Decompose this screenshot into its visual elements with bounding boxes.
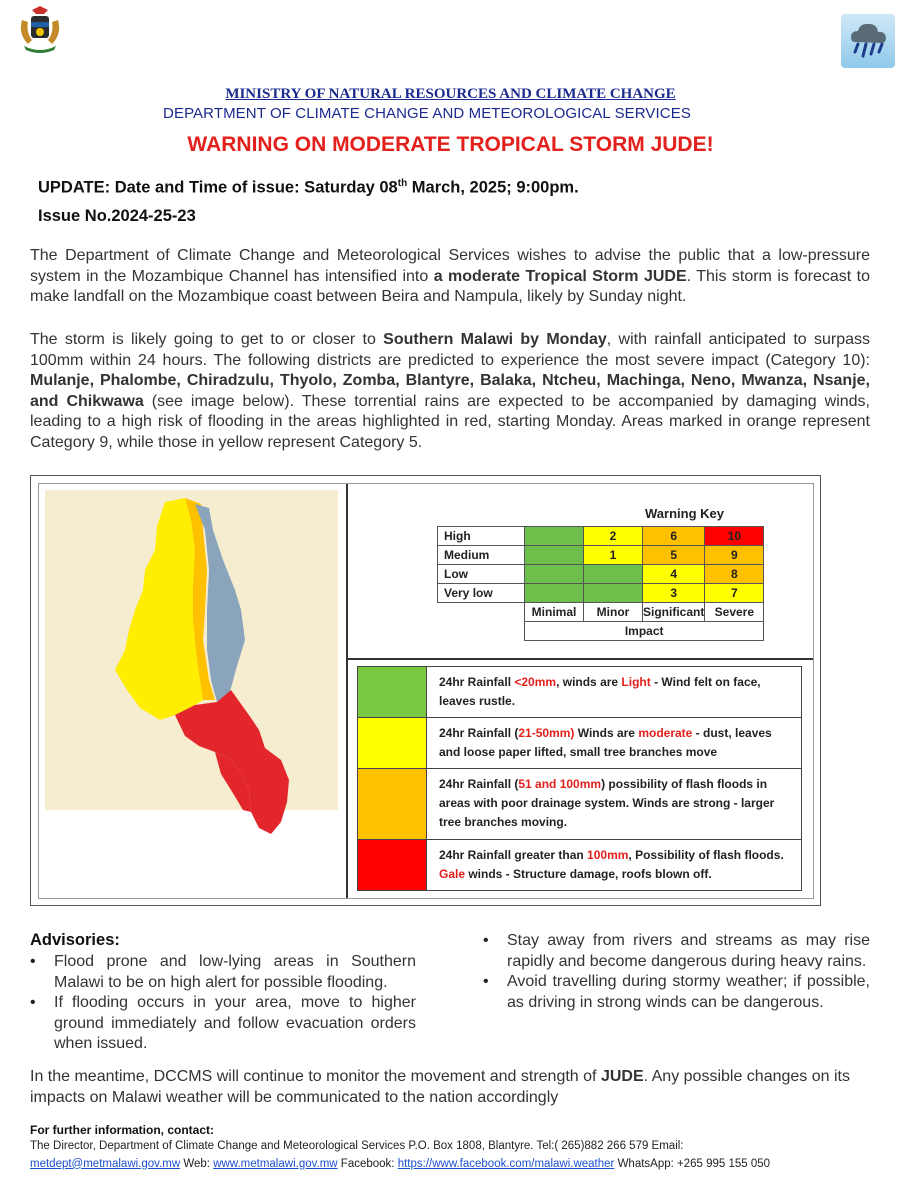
legend-swatch: [358, 769, 427, 839]
warning-key-matrix: [419, 526, 764, 641]
key-cell: 9: [705, 546, 764, 565]
key-row-label: Very low: [438, 584, 525, 603]
para2-bold-districts: Mulanje, Phalombe, Chiradzulu, Thyolo, Zomba, Blantyre, Balaka, Ntcheu, Machinga, Neno, Mwanza, Nsanje, and Chikwawa: [30, 372, 870, 410]
warning-figure: [30, 475, 821, 906]
key-column-label: Minor: [584, 603, 643, 622]
key-cell: 2: [584, 527, 643, 546]
key-row: [419, 546, 764, 565]
key-axis-spacer: [438, 603, 525, 622]
para1-text-a: The Department of Climate Change and Meteorological Services wishes to advise the public that a low-pressure system in the Mozambique Channel has intensified into: [30, 247, 870, 285]
legend-text-t5: winds - Structure damage, roofs blown off.: [465, 867, 712, 881]
advisories-heading: Advisories:: [30, 931, 120, 949]
advisories-right-list: [483, 931, 870, 1013]
legend-row: [357, 769, 802, 840]
malawi-coat-of-arms-icon: [14, 4, 66, 56]
update-sup: th: [397, 178, 408, 189]
map-divider: [346, 484, 348, 898]
legend-description: [427, 840, 801, 890]
key-cell: 7: [705, 584, 764, 603]
legend-row: [357, 666, 802, 718]
key-column-label: Minimal: [525, 603, 584, 622]
whatsapp-contact: WhatsApp: +265 995 155 050: [614, 1157, 771, 1170]
advisory-item: • If flooding occurs in your area, move to higher ground immediately and follow evacuation orders when issued.: [30, 993, 416, 1055]
key-cell: [584, 584, 643, 603]
key-cell: 3: [643, 584, 705, 603]
update-suffix: March, 2025; 9:00pm.: [407, 178, 579, 197]
legend-text-t5: - dust, leaves and loose paper lifted, small tree branches move: [439, 726, 772, 759]
para1-text-c: . This storm is forecast to make landfall on the Mozambique coast between Beira and Nampula, likely by Sunday night.: [30, 267, 870, 305]
facebook-label: Facebook:: [337, 1157, 398, 1170]
key-cell: 5: [643, 546, 705, 565]
key-axis-spacer: [419, 603, 438, 622]
legend-row: [357, 840, 802, 891]
key-column-label: Severe: [705, 603, 764, 622]
advisory-item: • Flood prone and low-lying areas in Southern Malawi to be on high alert for possible flooding.: [30, 952, 416, 993]
legend-text-t2: 51 and 100mm: [518, 777, 602, 791]
legend-text-t1: 24hr Rainfall (: [439, 777, 519, 791]
key-cell: 10: [705, 527, 764, 546]
legend-text-t3: ) possibility of flash floods in areas with poor drainage system. Winds are strong - larger tree branches moving.: [439, 777, 775, 829]
web-label: Web:: [180, 1157, 214, 1170]
key-row-label: Low: [438, 565, 525, 584]
para1-bold: a moderate Tropical Storm JUDE: [433, 267, 687, 285]
key-axis-spacer: [438, 622, 525, 641]
rainfall-legend: [357, 666, 802, 891]
contact-heading: For further information, contact:: [30, 1123, 214, 1137]
legend-text-t3: , winds are: [556, 675, 622, 689]
legend-swatch: [358, 840, 427, 890]
legend-text-t5: - Wind felt on face, leaves rustle.: [439, 675, 761, 708]
key-column-label: Significant: [643, 603, 705, 622]
legend-description: [427, 718, 801, 768]
legend-text-t4: moderate: [638, 726, 693, 740]
key-cell: 6: [643, 527, 705, 546]
warning-title: WARNING ON MODERATE TROPICAL STORM JUDE!: [187, 133, 714, 156]
department-title: DEPARTMENT OF CLIMATE CHANGE AND METEOROLOGICAL SERVICES: [163, 105, 691, 122]
advisory-item: • Stay away from rivers and streams as may rise rapidly and become dangerous during heavy rains.: [483, 931, 870, 972]
key-axis-spacer: [419, 546, 438, 565]
key-axis-spacer: [419, 527, 438, 546]
email-link[interactable]: metdept@metmalawi.gov.mw: [30, 1157, 181, 1170]
malawi-warning-map: [45, 490, 338, 892]
legend-swatch: [358, 718, 427, 768]
advisory-item: • Avoid travelling during stormy weather; if possible, as driving in strong winds can be dangerous.: [483, 972, 870, 1013]
legend-row: [357, 718, 802, 769]
key-row: [419, 527, 764, 546]
key-cell: 1: [584, 546, 643, 565]
legend-description: [427, 667, 801, 717]
key-axis-spacer: [419, 565, 438, 584]
legend-swatch: [358, 667, 427, 717]
para2-bold-region: Southern Malawi by Monday: [383, 331, 607, 348]
contact-details: [30, 1138, 890, 1173]
ministry-title: MINISTRY OF NATURAL RESOURCES AND CLIMATE CHANGE: [225, 86, 676, 102]
legend-text-t1: 24hr Rainfall greater than: [439, 848, 588, 862]
key-row-label: High: [438, 527, 525, 546]
legend-text-t3: , Possibility of flash floods.: [628, 848, 784, 862]
legend-text-t4: Light: [621, 675, 651, 689]
key-cell: [525, 565, 584, 584]
key-cell: [525, 546, 584, 565]
para2-text-e: (see image below). These torrential rains are expected to be accompanied by damaging winds, leading to a high risk of flooding in the areas highlighted in red, starting Monday. Areas marked in orange represent Category 9, while those in yellow represent Category 5.: [30, 392, 871, 451]
meantime-text-a: In the meantime, DCCMS will continue to monitor the movement and strength of: [30, 1068, 601, 1085]
key-cell: [525, 527, 584, 546]
legend-text-t1: 24hr Rainfall (: [439, 726, 519, 740]
update-line: [38, 178, 579, 198]
meantime-storm-name: JUDE: [600, 1068, 644, 1085]
meantime-paragraph: [30, 1067, 870, 1108]
key-impact-columns: [419, 603, 764, 622]
legend-text-t2: 100mm: [587, 848, 629, 862]
impact-paragraph: [30, 330, 870, 453]
meantime-text-c: . Any possible changes on its impacts on Malawi weather will be communicated to the nation accordingly: [30, 1068, 850, 1106]
key-row: [419, 584, 764, 603]
warning-key-title: Warning Key: [645, 506, 724, 521]
legend-text-t4: Gale: [439, 867, 466, 881]
legend-description: [427, 769, 801, 839]
key-row: [419, 565, 764, 584]
legend-text-t2: <20mm: [514, 675, 557, 689]
intro-paragraph: [30, 246, 870, 308]
key-cell: 8: [705, 565, 764, 584]
key-cell: [525, 584, 584, 603]
legend-text-t3: Winds are: [574, 726, 639, 740]
facebook-link[interactable]: https://www.facebook.com/malawi.weather: [397, 1157, 615, 1170]
legend-text-t1: 24hr Rainfall: [439, 675, 515, 689]
website-link[interactable]: www.metmalawi.gov.mw: [213, 1157, 338, 1170]
para2-text-a: The storm is likely going to get to or closer to: [30, 331, 384, 348]
update-prefix: UPDATE: Date and Time of issue: Saturday 08: [38, 178, 398, 197]
key-row-label: Medium: [438, 546, 525, 565]
advisories-left-list: [30, 952, 416, 1055]
impact-axis-label: Impact: [525, 622, 764, 641]
issue-number: Issue No.2024-25-23: [38, 207, 196, 225]
para2-text-c: , with rainfall anticipated to surpass 100mm within 24 hours. The following districts are predicted to experience the most severe impact (Category 10):: [30, 331, 871, 369]
legend-text-t2: 21-50mm): [518, 726, 575, 740]
rain-cloud-icon: [841, 14, 895, 68]
key-cell: 4: [643, 565, 705, 584]
key-impact-row: [419, 622, 764, 641]
key-axis-spacer: [419, 584, 438, 603]
key-legend-divider: [348, 658, 813, 660]
contact-address: The Director, Department of Climate Change and Meteorological Services P.O. Box 1808, Blantyre. Tel:( 265)882 266 579 Email:: [30, 1140, 684, 1152]
key-cell: [584, 565, 643, 584]
key-axis-spacer: [419, 622, 438, 641]
